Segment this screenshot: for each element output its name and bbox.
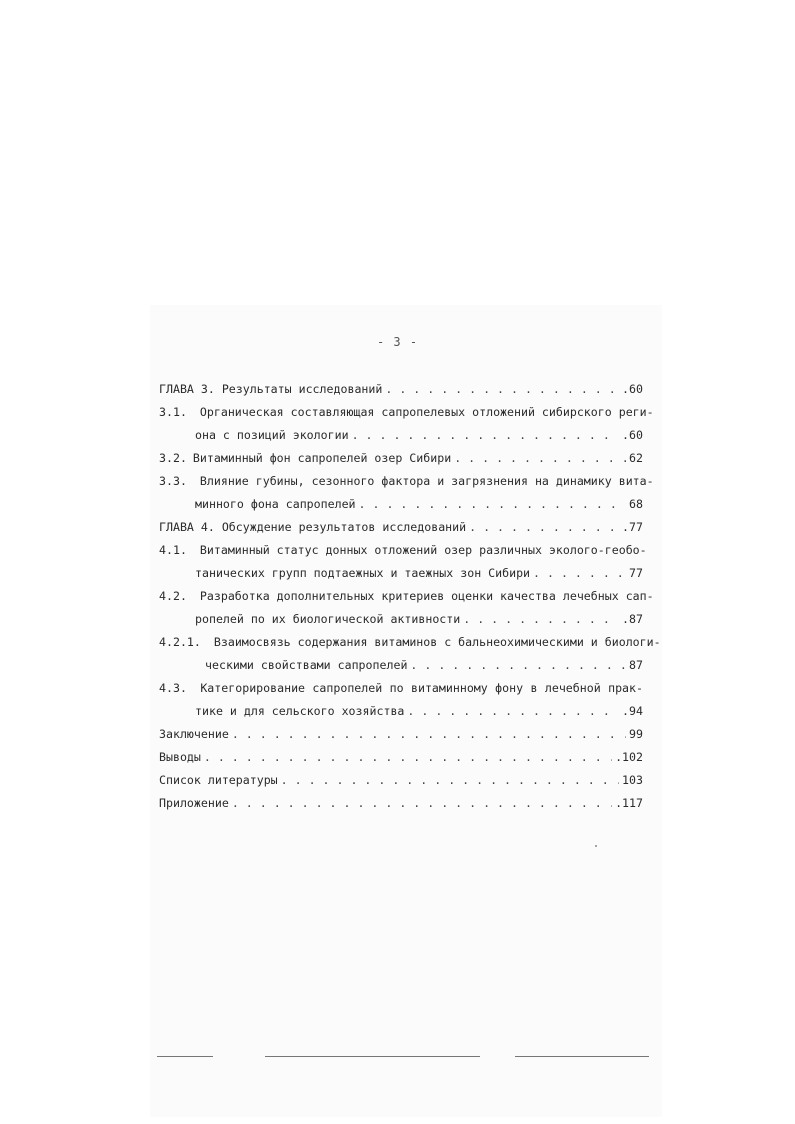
toc-entry-title-continued: ческими свойствами сапропелей	[205, 658, 408, 672]
toc-entry-3-1-line-1	[159, 401, 654, 424]
dot-leader	[533, 562, 626, 585]
dot-leader	[232, 723, 626, 746]
toc-entry-page: 68	[629, 497, 643, 511]
toc-entry-page: 77	[629, 566, 643, 580]
toc-entry-title: ГЛАВА 4. Обсуждение результатов исследований	[159, 520, 467, 534]
toc-entry-4-2-line-1	[159, 585, 654, 608]
toc-entry-chapter-4	[159, 516, 643, 539]
toc-entry-findings	[159, 746, 643, 769]
toc-entry-4-1-line-2	[159, 562, 643, 585]
toc-entry-title-continued: танических групп подтаежных и таежных зон Сибири	[195, 566, 531, 580]
toc-entry-page: .102	[615, 750, 643, 764]
toc-entry-4-3-line-2	[159, 700, 643, 723]
toc-entry-title: Выводы	[159, 750, 201, 764]
toc-entry-title-continued: ропелей по их биологической активности	[195, 612, 461, 626]
toc-entry-4-1-line-1	[159, 539, 647, 562]
dot-leader	[385, 378, 619, 401]
toc-entry-title-continued: она с позиций экологии	[195, 428, 349, 442]
toc-entry-page: 103	[622, 773, 643, 787]
toc-entry-3-1-line-2	[159, 424, 643, 447]
toc-entry-3-3-line-2	[159, 493, 643, 516]
toc-entry-page: 87	[629, 658, 643, 672]
section-number: 3.2.	[159, 451, 187, 465]
toc-entry-page: .60	[622, 382, 643, 396]
dot-leader	[454, 447, 626, 470]
dot-leader	[469, 516, 619, 539]
toc-entry-title: Заключение	[159, 727, 229, 741]
toc-entry-3-2	[159, 447, 643, 470]
toc-entry-page: .94	[622, 704, 643, 718]
toc-entry-4-2-line-2	[159, 608, 643, 631]
toc-entry-references	[159, 769, 643, 792]
section-number: 4.2.1.	[159, 635, 201, 649]
section-number: 3.1.	[159, 405, 187, 419]
toc-entry-appendix	[159, 792, 643, 815]
toc-entry-page: .77	[622, 520, 643, 534]
dot-leader	[359, 493, 626, 516]
toc-entry-title: Приложение	[159, 796, 229, 810]
toc-entry-title: Витаминный статус донных отложений озер различных эколого-геобо-	[199, 543, 647, 557]
section-number: 3.3.	[159, 474, 187, 488]
table-of-contents	[159, 378, 661, 815]
page-number: - 3 -	[376, 335, 419, 349]
footer-rule-middle	[265, 1056, 480, 1057]
toc-entry-title: ГЛАВА 3. Результаты исследований	[159, 382, 383, 396]
toc-entry-title: Категорирование сапропелей по витаминному фону в лечебной прак-	[200, 681, 643, 695]
footer-rule-right	[515, 1056, 649, 1057]
dot-leader	[204, 746, 612, 769]
toc-entry-title: Список литературы	[159, 773, 278, 787]
toc-entry-conclusion	[159, 723, 643, 746]
toc-entry-title-continued: тике и для сельского хозяйства	[195, 704, 405, 718]
footer-rule-left	[157, 1056, 213, 1057]
section-number: 4.1.	[159, 543, 187, 557]
section-number: 4.2.	[159, 589, 187, 603]
scan-speck	[595, 845, 597, 847]
toc-entry-title: Взаимосвязь содержания витаминов с бальнеохимическими и биологи-	[213, 635, 661, 649]
dot-leader	[410, 654, 626, 677]
toc-entry-title: Витаминный фон сапропелей озер Сибири	[192, 451, 452, 465]
toc-entry-3-3-line-1	[159, 470, 654, 493]
toc-entry-page: 62	[629, 451, 643, 465]
dot-leader	[352, 424, 619, 447]
dot-leader	[232, 792, 612, 815]
toc-entry-4-3-line-1	[159, 677, 643, 700]
dot-leader	[463, 608, 619, 631]
toc-entry-4-2-1-line-2	[159, 654, 643, 677]
toc-entry-chapter-3	[159, 378, 643, 401]
toc-entry-4-2-1-line-1	[159, 631, 661, 654]
toc-entry-page: .87	[622, 612, 643, 626]
toc-entry-page: .117	[615, 796, 643, 810]
dot-leader	[281, 769, 619, 792]
toc-entry-title-continued: минного фона сапропелей	[195, 497, 356, 511]
toc-entry-title: Органическая составляющая сапропелевых отложений сибирского реги-	[199, 405, 654, 419]
dot-leader	[407, 700, 619, 723]
section-number: 4.3.	[159, 681, 187, 695]
toc-entry-page: 99	[629, 727, 643, 741]
toc-entry-title: Влияние губины, сезонного фактора и загрязнения на динамику вита-	[199, 474, 654, 488]
toc-entry-title: Разработка дополнительных критериев оценки качества лечебных сап-	[199, 589, 654, 603]
toc-entry-page: .60	[622, 428, 643, 442]
